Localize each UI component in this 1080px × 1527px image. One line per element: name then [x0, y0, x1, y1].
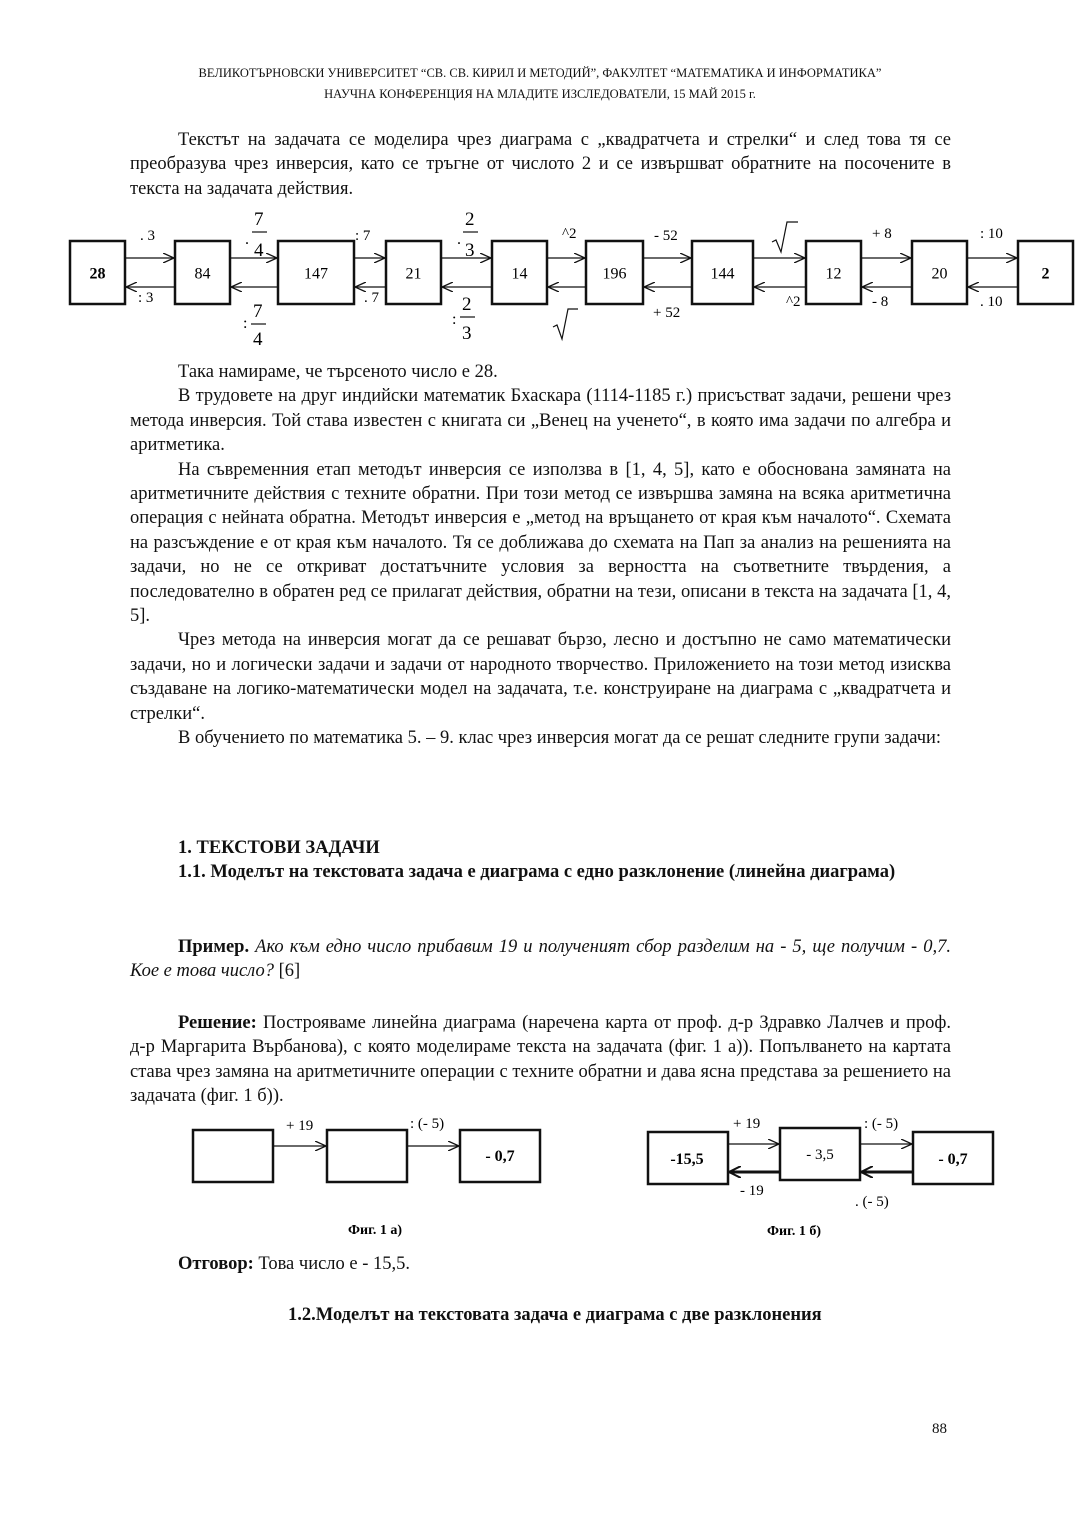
chain-box-5-value: 14 — [511, 265, 528, 283]
fig1b-op-2: : (- 5) — [864, 1116, 899, 1132]
fig1b-box-3-value: - 0,7 — [938, 1151, 968, 1168]
frac-top-den: 4 — [254, 240, 264, 261]
chain-bottom-op-8: - 8 — [872, 294, 889, 310]
body-p1: Така намираме, че търсеното число е 28. — [178, 362, 498, 382]
figure-1b — [640, 1108, 1010, 1243]
solution-label: Решение: — [178, 1013, 257, 1033]
chain-box-4-value: 21 — [405, 265, 422, 283]
fig1a-op-2: : (- 5) — [410, 1116, 445, 1132]
fig1b-back-op-1: - 19 — [740, 1183, 764, 1199]
running-header-line1: ВЕЛИКОТЪРНОВСКИ УНИВЕРСИТЕТ “СВ. СВ. КИРИЛ И МЕТОДИЙ”, ФАКУЛТЕТ “МАТЕМАТИКА И ИНФОРМАТИКА” — [198, 66, 882, 80]
answer-label: Отговор: — [178, 1254, 254, 1274]
example-ref: [6] — [278, 961, 301, 982]
chain-box-6-value: 196 — [602, 265, 627, 283]
running-header-line2: НАУЧНА КОНФЕРЕНЦИЯ НА МЛАДИТЕ ИЗСЛЕДОВАТЕЛИ, 15 МАЙ 2015 г. — [324, 87, 756, 101]
chain-top-op-3: : 7 — [355, 228, 371, 244]
body-text — [130, 360, 951, 751]
body-p2: В трудовете на друг индийски математик Бхаскара (1114-1185 г.) присъстват задачи, решени чрез метода инверсия. Той става известен с книгата си „Венец на ученето“, в която има задачи по алгебра и аритметика. — [130, 386, 951, 456]
fig1a-box-3-value: - 0,7 — [485, 1148, 515, 1165]
chain-box-8-value: 12 — [825, 265, 842, 283]
chain-box-10-value: 2 — [1041, 265, 1050, 283]
section-1-1-title: 1.1. Моделът на текстовата задача е диаграма с едно разклонение (линейна диаграма) — [178, 862, 896, 883]
body-p4: Чрез метода на инверсия могат да се решават бързо, лесно и достъпно не само математически задачи, но и логически задачи и задачи от народното творчество. Приложението на този метод изисква създаване на логико-математически модел на задачата, т.е. конструиране на диаграма с „квадратчета и стрелки“. — [130, 630, 951, 724]
section-heading-1 — [130, 836, 951, 885]
intro-paragraph — [130, 128, 951, 201]
chain-box-7-value: 144 — [710, 265, 735, 283]
chain-top-op-9: : 10 — [980, 226, 1003, 242]
frac-top2-num: 2 — [465, 209, 475, 230]
chain-bottom-op-2: : — [243, 315, 248, 332]
chain-top-op-1: . 3 — [140, 228, 155, 244]
frac-bottom-num: 7 — [253, 301, 263, 322]
example-text: Ако към едно число прибавим 19 и полученият сбор разделим на - 5, ще получим - 0,7. Кое е това число? — [130, 937, 951, 982]
chain-box-2-value: 84 — [194, 265, 211, 283]
intro-text: Текстът на задачата се моделира чрез диаграма с „квадратчета и стрелки“ и след това тя се преобразува чрез инверсия, като се тръгне от числото 2 и се извършват обратните на посочените в текста на задачата действия. — [130, 130, 951, 199]
frac-top-num: 7 — [254, 209, 264, 230]
chain-bottom-op-6: + 52 — [653, 305, 681, 321]
chain-box-9-value: 20 — [931, 265, 948, 283]
frac-top2-den: 3 — [465, 240, 475, 261]
chain-box-3-value: 147 — [304, 265, 328, 283]
answer-paragraph — [130, 1252, 951, 1276]
solution-paragraph — [130, 1011, 951, 1109]
solution-text: Построяваме линейна диаграма (наречена карта от проф. д-р Здравко Лалчев и проф. д-р Маргарита Върбанова), с която моделираме текста на задачата (фиг. 1 а)). Попълването на картата става чрез замяна на аритметичните операции с техните обратни и дава ясна представа за решението на задачата (фиг. 1 б)). — [130, 1013, 952, 1107]
chain-bottom-op-3: . 7 — [364, 290, 379, 306]
chain-box-1-value: 28 — [89, 265, 106, 283]
chain-bottom-op-1: : 3 — [138, 290, 154, 306]
fig1a-box-2 — [327, 1130, 407, 1182]
chain-bottom-op-7: ^2 — [786, 294, 801, 310]
frac-bottom2-den: 3 — [462, 323, 472, 344]
chain-top-op-6: - 52 — [654, 228, 678, 244]
answer-text: Това число е - 15,5. — [258, 1254, 411, 1274]
page-number: 88 — [932, 1421, 947, 1437]
chain-top-op-8: + 8 — [872, 226, 892, 242]
sqrt-top-icon — [772, 222, 798, 252]
sqrt-bottom-icon — [553, 309, 578, 339]
figure-1a — [180, 1108, 550, 1238]
fig1a-box-1 — [193, 1130, 273, 1182]
inversion-chain-diagram — [0, 205, 1080, 355]
fig1b-op-1: + 19 — [733, 1116, 761, 1132]
fig1b-back-op-2: . (- 5) — [855, 1194, 889, 1210]
chain-top-op-4: . — [457, 231, 461, 248]
body-p3: На съвременния етап методът инверсия се използва в [1, 4, 5], като е обоснована замяната на аритметичните действия с техните обратни. При този метод се извършва замяна на всяка аритметична операция с нейната обратна. Методът инверсия е „метод на връщането от края към началото“. Схемата на разсъждение е от края към началото. Тя се доближава до схемата на Пап за анализ на решенията на задачи, но не се откриват достатъчните условия за верността на съответните твърдения, а последователно в обратен ред се прилагат действия, обратни на тези, описани в текста на задачата [1, 4, 5]. — [130, 459, 951, 627]
frac-bottom-den: 4 — [253, 329, 263, 350]
fig1a-op-1: + 19 — [286, 1118, 314, 1134]
body-p5: В обучението по математика 5. – 9. клас чрез инверсия могат да се решат следните групи задачи: — [178, 728, 942, 749]
section-1-2-title: 1.2.Моделът на текстовата задача е диаграма с две разклонения — [288, 1305, 822, 1325]
example-label: Пример. — [178, 937, 250, 957]
chain-bottom-op-9: . 10 — [980, 294, 1003, 310]
fig1b-box-2-value: - 3,5 — [806, 1147, 834, 1163]
chain-top-op-2: . — [245, 231, 249, 248]
fig1b-box-1-value: -15,5 — [670, 1151, 704, 1168]
example-paragraph — [130, 935, 951, 984]
chain-bottom-op-4: : — [452, 311, 457, 328]
fig1b-caption: Фиг. 1 б) — [766, 1224, 822, 1239]
chain-top-op-5: ^2 — [562, 226, 577, 242]
fig1a-caption: Фиг. 1 а) — [347, 1223, 403, 1238]
section-1-title: 1. ТЕКСТОВИ ЗАДАЧИ — [178, 838, 380, 858]
frac-bottom2-num: 2 — [462, 294, 472, 315]
